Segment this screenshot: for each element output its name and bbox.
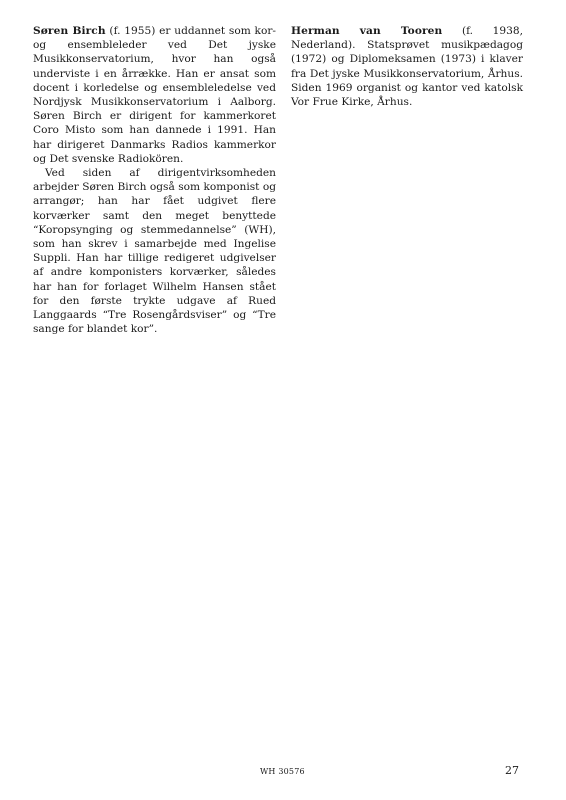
soren-birch-bio-paragraph-1 <box>33 24 276 166</box>
page-number: 27 <box>505 764 519 777</box>
left-column <box>33 24 276 336</box>
soren-birch-name: Søren Birch <box>33 25 106 37</box>
soren-birch-bio-text-1: (f. 1955) er uddannet som kor- og ensembleleder ved Det jyske Musikkonservatorium, hvor han også underviste i en årrække. Han er ansat som docent i korledelse og ensembleledelse ved Nordjysk Musikkonservatorium i Aalborg. Søren Birch er dirigent for kammerkoret Coro Misto som han dannede i 1991. Han har dirigeret Danmarks Radios kammerkor og Det svenske Radiokören. <box>33 25 276 165</box>
soren-birch-bio-paragraph-2: Ved siden af dirigentvirksomheden arbejder Søren Birch også som komponist og arrangør; han har fået udgivet flere korværker samt den meget benyttede “Koropsynging og stemmedannelse” (WH), som han skrev i samarbejde med Ingelise Suppli. Han har tillige redigeret udgivelser af andre komponisters korværker, således har han for forlaget Wilhelm Hansen stået for den første trykte udgave af Rued Langgaards “Tre Rosengårdsviser” og “Tre sange for blandet kor”. <box>33 167 276 336</box>
herman-van-tooren-bio-paragraph <box>291 24 523 109</box>
herman-van-tooren-name: Herman van Tooren <box>291 25 443 37</box>
catalog-code: WH 30576 <box>260 767 305 776</box>
right-column <box>291 24 523 109</box>
herman-van-tooren-bio-text: (f. 1938, Nederland). Statsprøvet musikpædagog (1972) og Diplomeksamen (1973) i klaver fra Det jyske Musikkonservatorium, Århus. Siden 1969 organist og kantor ved katolsk Vor Frue Kirke, Århus. <box>291 25 523 109</box>
